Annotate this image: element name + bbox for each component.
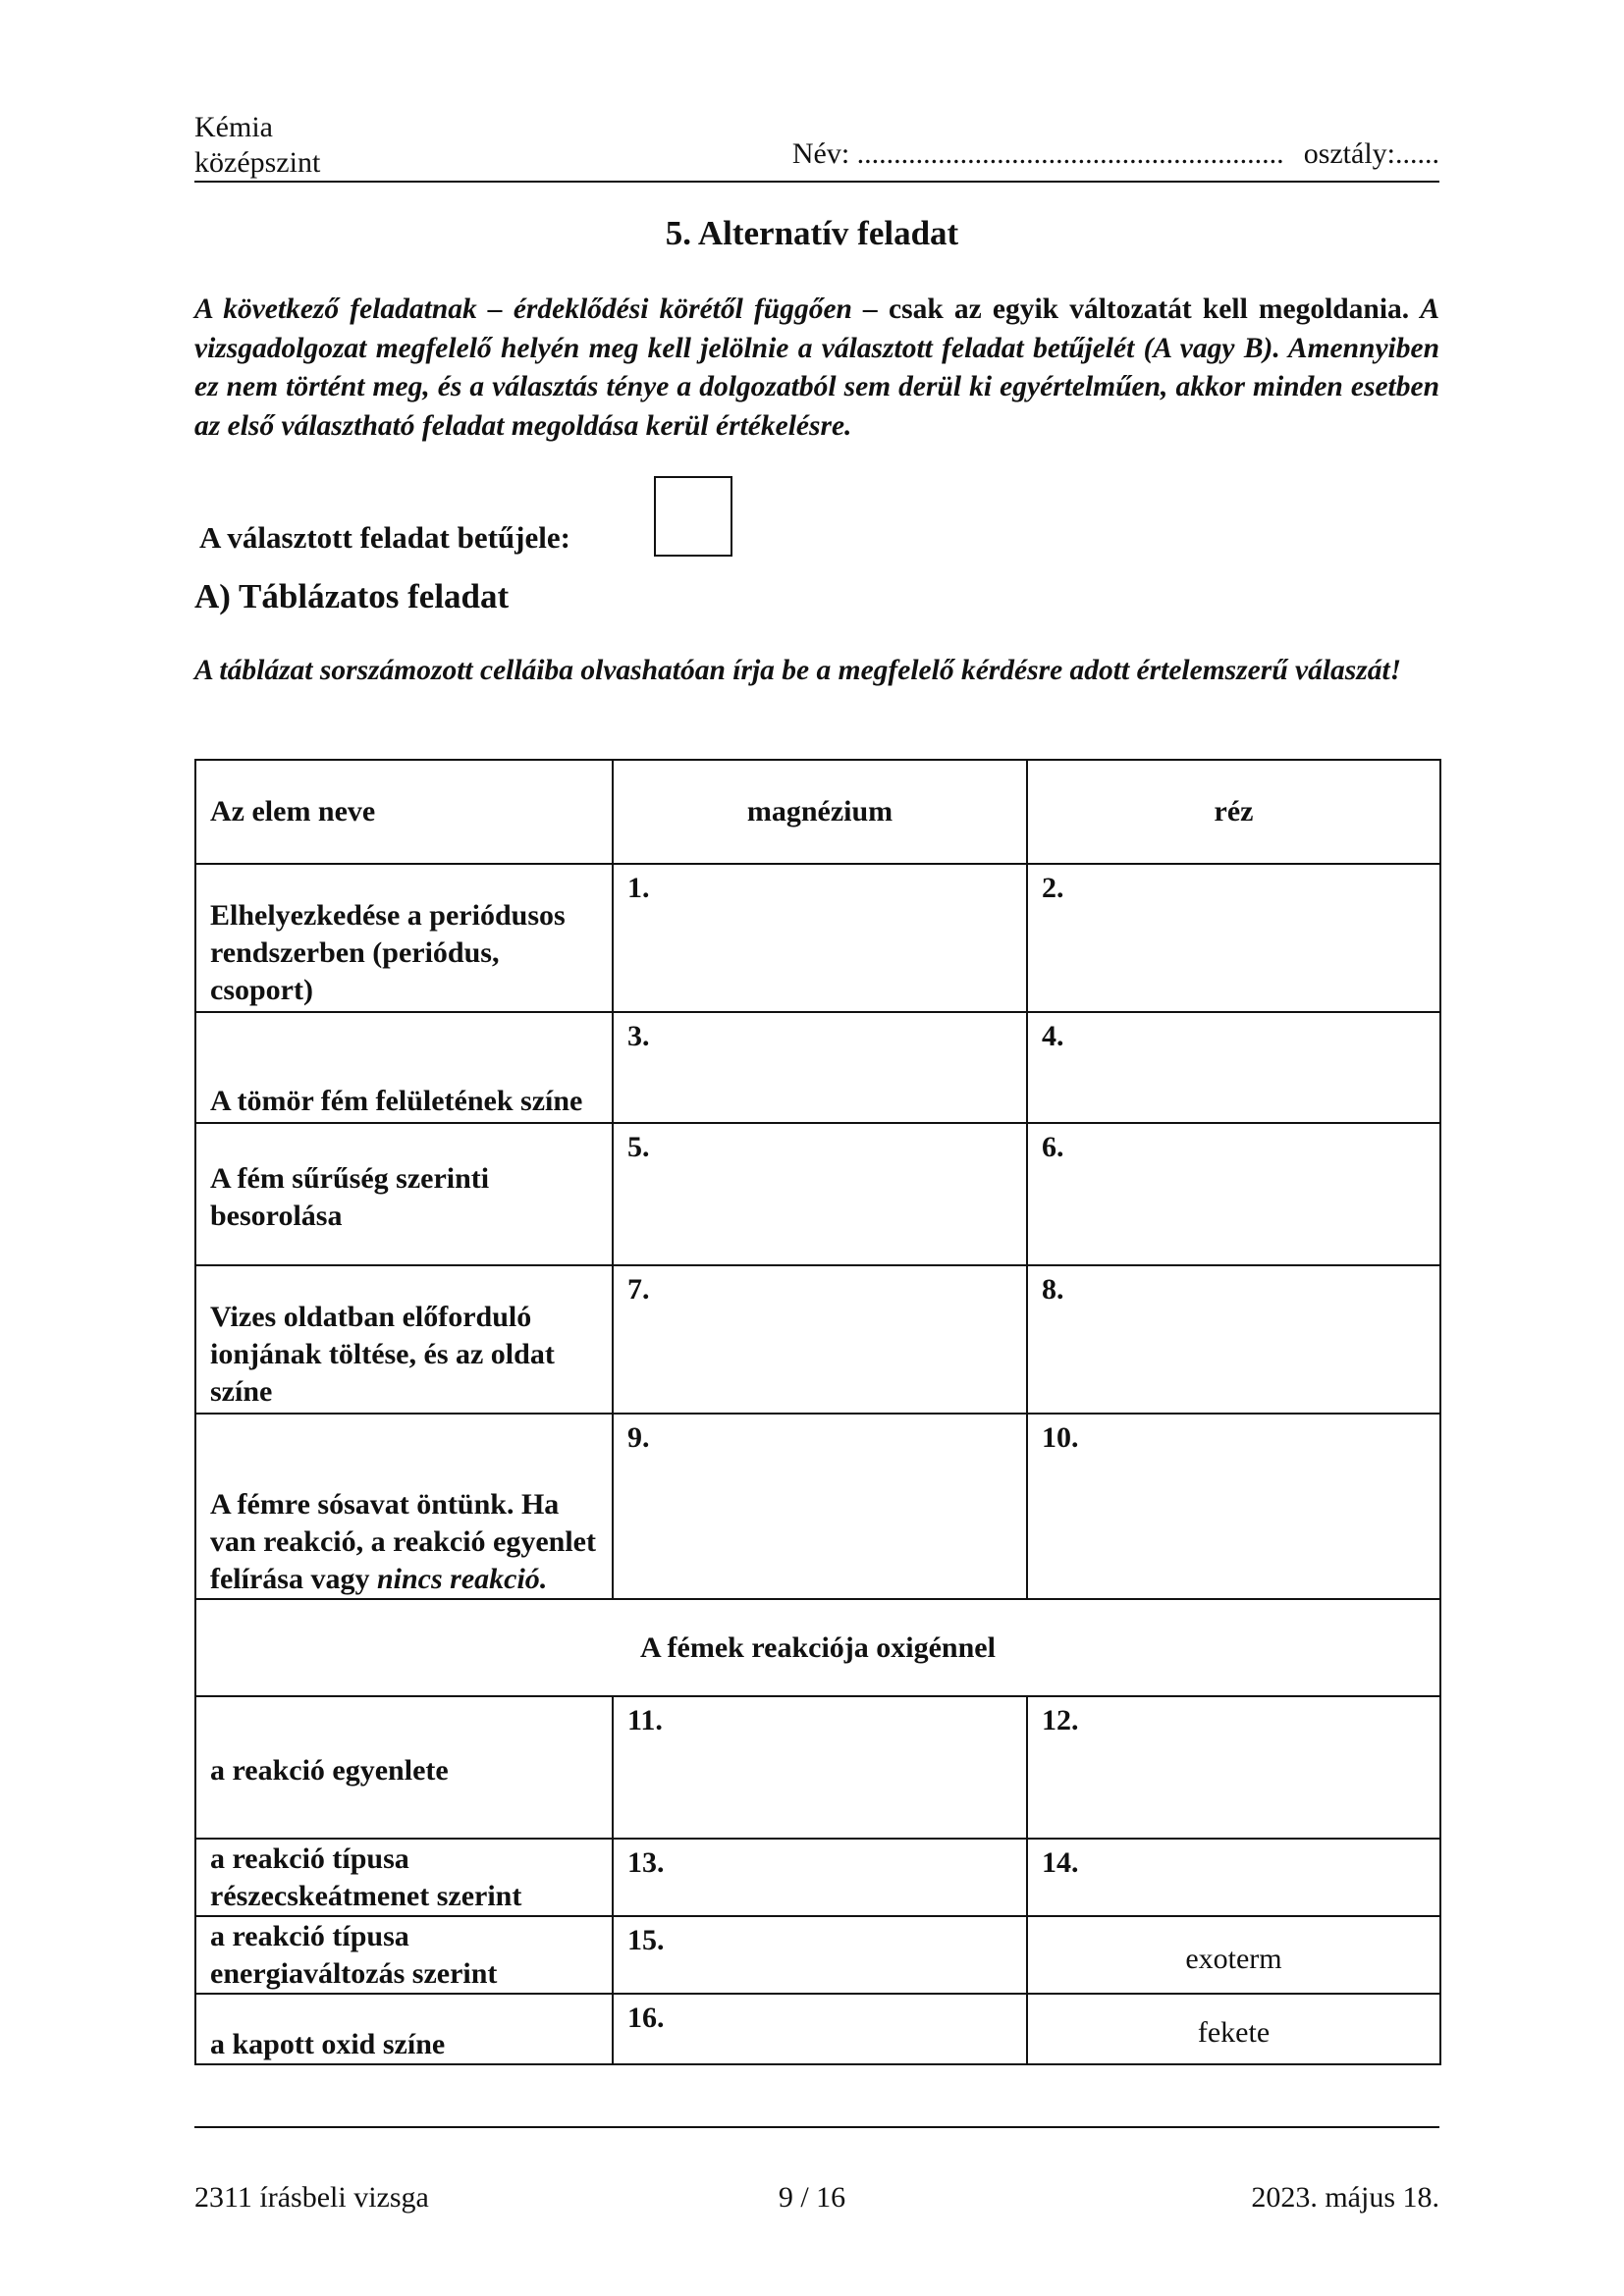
answer-cell-6[interactable]: 6. — [1027, 1123, 1440, 1265]
header-subject-block — [194, 110, 320, 181]
answer-cell-9[interactable]: 9. — [613, 1414, 1027, 1599]
section-heading: A fémek reakciója oxigénnel — [195, 1599, 1440, 1696]
table-row — [195, 1839, 1440, 1916]
table-header-row — [195, 760, 1440, 864]
answer-cell-2[interactable]: 2. — [1027, 864, 1440, 1012]
footer-exam-id: 2311 írásbeli vizsga — [194, 2181, 429, 2214]
answer-cell-10[interactable]: 10. — [1027, 1414, 1440, 1599]
table-row — [195, 1265, 1440, 1414]
header-rule — [194, 181, 1439, 183]
name-field: Név: .......................................................... — [791, 137, 1284, 170]
answer-cell-12[interactable]: 12. — [1027, 1696, 1440, 1839]
table-row — [195, 864, 1440, 1012]
table-row — [195, 1012, 1440, 1123]
header-subject: Kémia — [194, 111, 273, 143]
answer-cell-5[interactable]: 5. — [613, 1123, 1027, 1265]
section-title: A) Táblázatos feladat — [194, 577, 510, 615]
answer-cell-14[interactable]: 14. — [1027, 1839, 1440, 1916]
footer-date: 2023. május 18. — [1251, 2181, 1439, 2214]
answer-cell-16[interactable]: 16. — [613, 1994, 1027, 2064]
intro-part-3: A vizsgadolgozat megfelelő helyén meg kell jelölnie a választott feladat betűjelét (A vagy B). Amennyiben ez nem történt meg, és a választás ténye a dolgozatból sem derül ki egyértelműen, akkor minden esetben az első választható feladat megoldása kerül értékelésre. — [194, 294, 1439, 442]
intro-paragraph — [194, 291, 1439, 446]
row-label: a reakció egyenlete — [195, 1696, 613, 1839]
header-level: középszint — [194, 146, 321, 179]
row-label: a reakció típusa energiaváltozás szerint — [195, 1916, 613, 1994]
table-row — [195, 1994, 1440, 2064]
given-value-fekete: fekete — [1027, 1994, 1440, 2064]
header-element-name: Az elem neve — [195, 760, 613, 864]
answer-table — [194, 759, 1441, 2065]
row-label: A fém sűrűség szerinti besorolása — [195, 1123, 613, 1265]
row-label-end: . — [539, 1563, 548, 1595]
table-row — [195, 1123, 1440, 1265]
row-label — [195, 1414, 613, 1599]
answer-cell-3[interactable]: 3. — [613, 1012, 1027, 1123]
answer-cell-13[interactable]: 13. — [613, 1839, 1027, 1916]
given-value-exoterm: exoterm — [1027, 1916, 1440, 1994]
header-magnesium: magnézium — [613, 760, 1027, 864]
header-name-class — [792, 137, 1439, 171]
answer-cell-1[interactable]: 1. — [613, 864, 1027, 1012]
row-label: Elhelyezkedése a periódusos rendszerben (periódus, csoport) — [195, 864, 613, 1012]
table-row — [195, 1916, 1440, 1994]
class-field: osztály:...... — [1303, 137, 1439, 170]
table-row — [195, 1696, 1440, 1839]
page-title: 5. Alternatív feladat — [665, 214, 959, 252]
table-section-row — [195, 1599, 1440, 1696]
row-label: A tömör fém felületének színe — [195, 1012, 613, 1123]
intro-part-1: A következő feladatnak – érdeklődési körétől függően – — [194, 294, 878, 325]
instruction: A táblázat sorszámozott celláiba olvashatóan írja be a megfelelő kérdésre adott értelemszerű válaszát! — [194, 655, 1402, 686]
footer-page-number: 9 / 16 — [778, 2181, 846, 2214]
table-row — [195, 1414, 1440, 1599]
row-label-italic: nincs reakció — [376, 1563, 540, 1595]
intro-part-2: csak az egyik változatát kell megoldania. — [877, 294, 1421, 325]
choice-letter-box[interactable] — [654, 476, 732, 557]
row-label: a kapott oxid színe — [195, 1994, 613, 2064]
answer-cell-7[interactable]: 7. — [613, 1265, 1027, 1414]
row-label-text: A fémre sósavat öntünk. Ha van reakció, a reakció egyenlet felírása vagy — [210, 1488, 596, 1595]
row-label: a reakció típusa részecskeátmenet szerint — [195, 1839, 613, 1916]
row-label: Vizes oldatban előforduló ionjának töltése, és az oldat színe — [195, 1265, 613, 1414]
answer-cell-4[interactable]: 4. — [1027, 1012, 1440, 1123]
answer-cell-15[interactable]: 15. — [613, 1916, 1027, 1994]
choice-label: A választott feladat betűjele: — [199, 520, 570, 555]
header-copper: réz — [1027, 760, 1440, 864]
footer-rule — [194, 2126, 1439, 2128]
answer-cell-8[interactable]: 8. — [1027, 1265, 1440, 1414]
answer-cell-11[interactable]: 11. — [613, 1696, 1027, 1839]
